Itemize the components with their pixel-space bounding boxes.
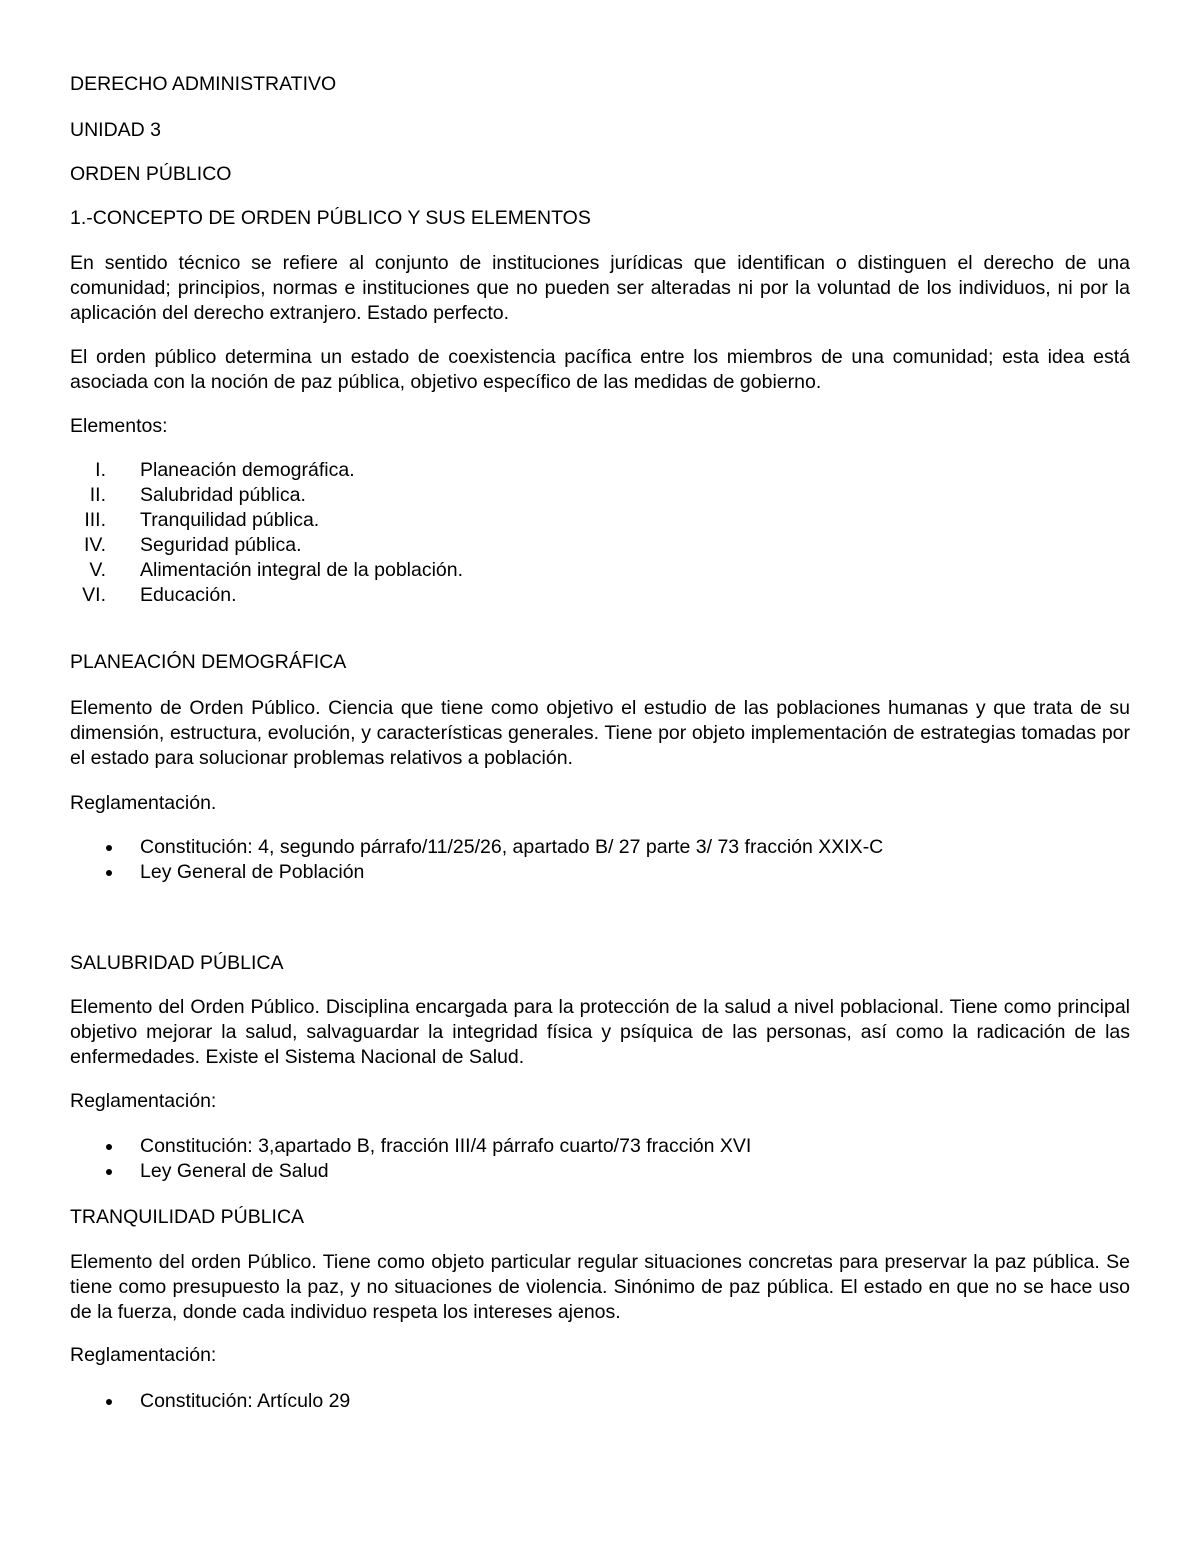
bullet-icon: [106, 845, 112, 851]
bullet-icon: [106, 1169, 112, 1175]
list-item-text: Seguridad pública.: [140, 534, 302, 556]
list-item-text: Constitución: 4, segundo párrafo/11/25/26, apartado B/ 27 parte 3/ 73 fracción XXIX-C: [140, 836, 884, 858]
coexistence-paragraph: El orden público determina un estado de coexistencia pacífica entre los miembros de una comunidad; esta idea está asociada con la noción de paz pública, objetivo específico de las medidas de gobierno.: [70, 346, 1130, 393]
salubridad-regulation-list: [70, 1134, 1130, 1184]
list-item: [70, 583, 1130, 608]
list-item-text: Salubridad pública.: [140, 484, 306, 506]
salubridad-paragraph: Elemento del Orden Público. Disciplina encargada para la protección de la salud a nivel poblacional. Tiene como principal objetivo mejorar la salud, salvaguardar la integridad física y psíquica de las personas, así como la radicación de las enfermedades. Existe el Sistema Nacional de Salud.: [70, 996, 1130, 1068]
list-item-text: Tranquilidad pública.: [140, 509, 320, 531]
list-item-text: Alimentación integral de la población.: [140, 559, 464, 581]
bullet-icon: [106, 1144, 112, 1150]
tranquilidad-regulation-list: [70, 1389, 1130, 1414]
planeacion-heading: PLANEACIÓN DEMOGRÁFICA: [70, 651, 347, 673]
elements-label: Elementos:: [70, 415, 168, 437]
list-numeral: I.: [95, 459, 106, 481]
list-numeral: IV.: [83, 534, 106, 556]
list-item: [70, 533, 1130, 558]
list-item-text: Constitución: Artículo 29: [140, 1390, 351, 1412]
planeacion-regulation-label: Reglamentación.: [70, 792, 217, 814]
unit-label: UNIDAD 3: [70, 119, 162, 141]
list-numeral: VI.: [82, 584, 106, 606]
list-item: [70, 1159, 1130, 1184]
list-item: [70, 860, 1130, 885]
list-item-text: Educación.: [140, 584, 237, 606]
planeacion-paragraph: Elemento de Orden Público. Ciencia que tiene como objetivo el estudio de las poblaciones humanas y que trata de su dimensión, estructura, evolución, y características generales. Tiene por objeto implementación de estrategias tomadas por el estado para solucionar problemas relativos a población.: [70, 697, 1130, 769]
list-item-text: Constitución: 3,apartado B, fracción III/4 párrafo cuarto/73 fracción XVI: [140, 1135, 752, 1157]
salubridad-regulation-label: Reglamentación:: [70, 1090, 217, 1112]
topic-heading: ORDEN PÚBLICO: [70, 163, 232, 185]
list-item: [70, 558, 1130, 583]
bullet-icon: [106, 870, 112, 876]
list-numeral: V.: [89, 559, 106, 581]
tranquilidad-regulation-label: Reglamentación:: [70, 1344, 217, 1366]
list-numeral: III.: [84, 509, 106, 531]
document-title: DERECHO ADMINISTRATIVO: [70, 73, 337, 95]
list-item: [70, 1389, 1130, 1414]
section-heading: 1.-CONCEPTO DE ORDEN PÚBLICO Y SUS ELEMENTOS: [70, 207, 591, 229]
list-item-text: Ley General de Población: [140, 861, 365, 883]
list-numeral: II.: [89, 484, 106, 506]
salubridad-heading: SALUBRIDAD PÚBLICA: [70, 952, 284, 974]
tranquilidad-paragraph: Elemento del orden Público. Tiene como objeto particular regular situaciones concretas para preservar la paz pública. Se tiene como presupuesto la paz, y no situaciones de violencia. Sinónimo de paz pública. El estado en que no se hace uso de la fuerza, donde cada individuo respeta los intereses ajenos.: [70, 1251, 1130, 1323]
list-item: [70, 835, 1130, 860]
elements-list: [70, 458, 1130, 608]
bullet-icon: [106, 1399, 112, 1405]
list-item: [70, 458, 1130, 483]
planeacion-regulation-list: [70, 835, 1130, 885]
list-item-text: Planeación demográfica.: [140, 459, 355, 481]
tranquilidad-heading: TRANQUILIDAD PÚBLICA: [70, 1206, 305, 1228]
list-item: [70, 483, 1130, 508]
list-item: [70, 1134, 1130, 1159]
list-item: [70, 508, 1130, 533]
list-item-text: Ley General de Salud: [140, 1160, 329, 1182]
concept-paragraph: En sentido técnico se refiere al conjunto de instituciones jurídicas que identifican o distinguen el derecho de una comunidad; principios, normas e instituciones que no pueden ser alteradas ni por la voluntad de los individuos, ni por la aplicación del derecho extranjero. Estado perfecto.: [70, 252, 1130, 324]
